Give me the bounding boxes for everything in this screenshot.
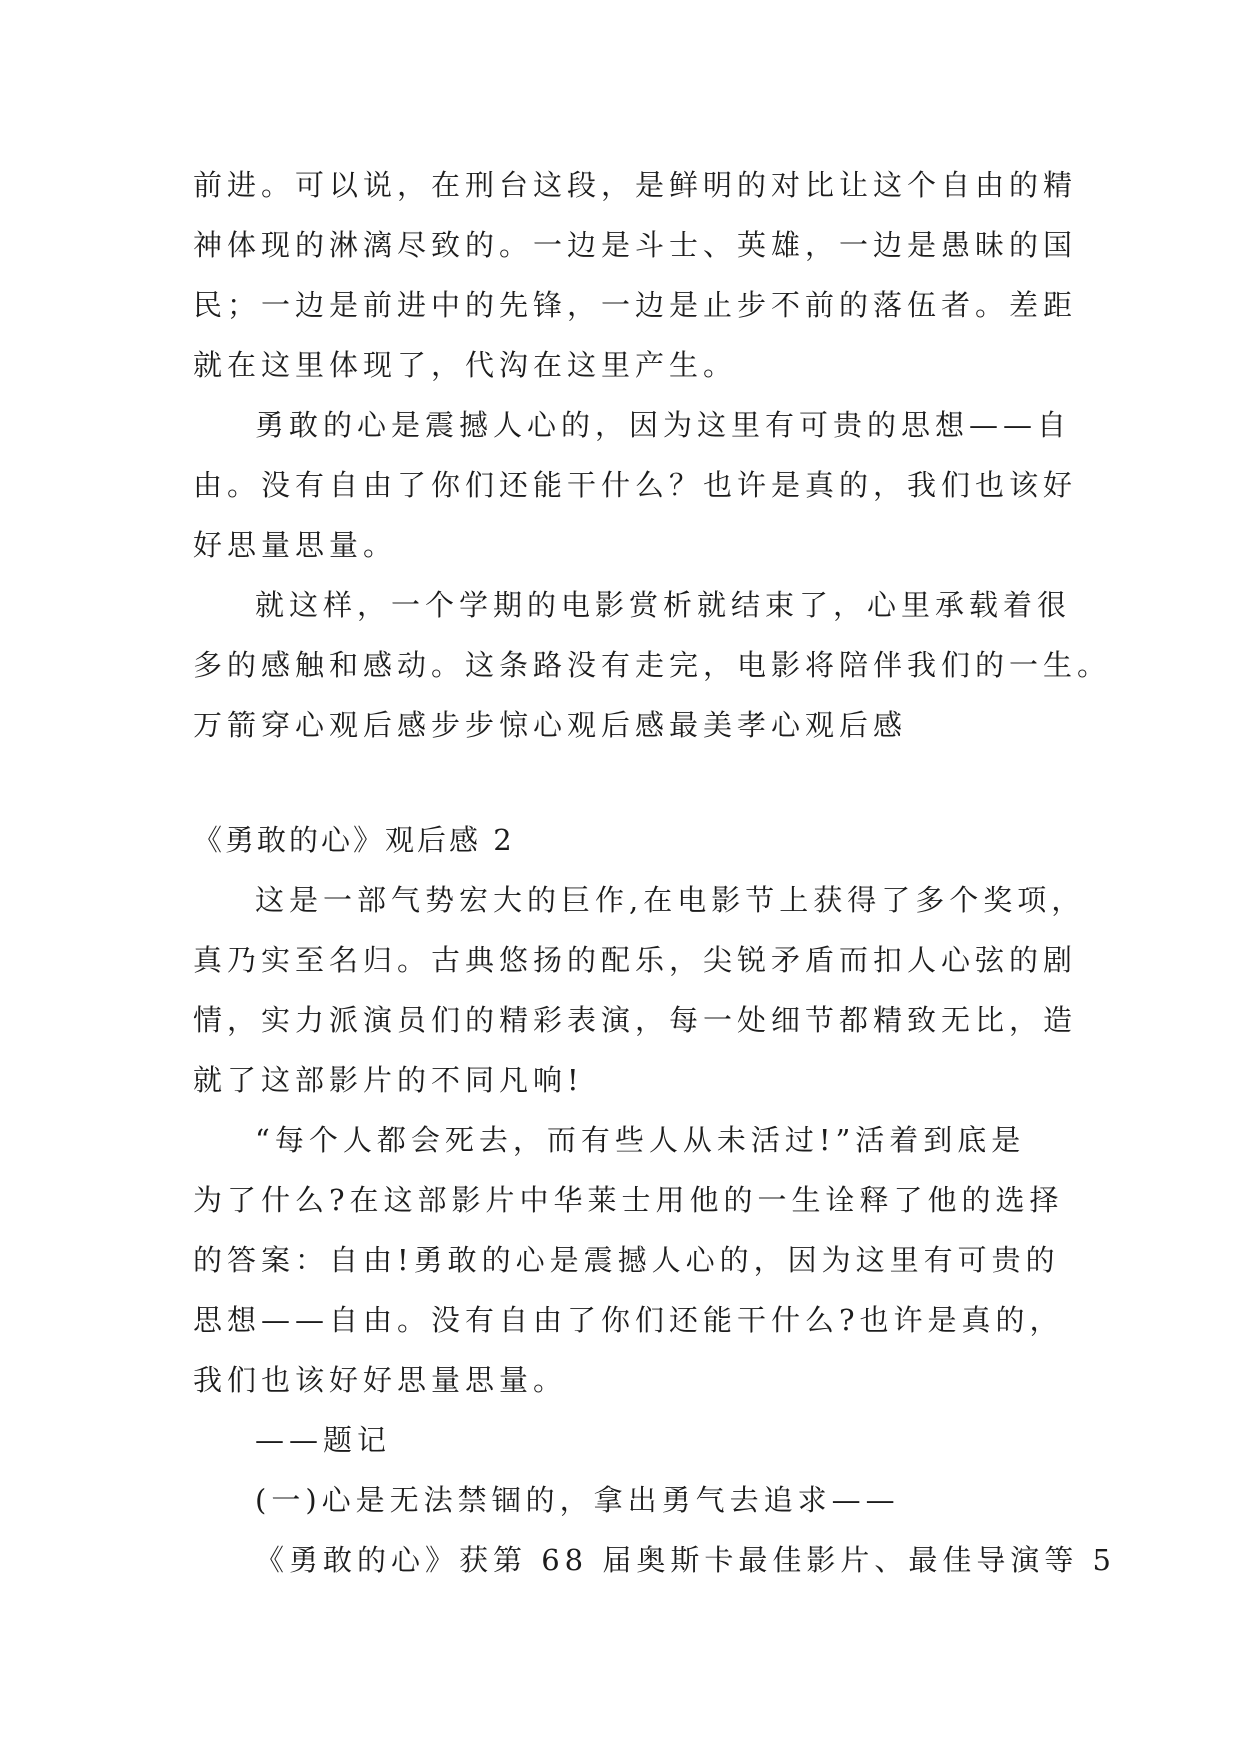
- paragraph-line: 为了什么?在这部影片中华莱士用他的一生诠释了他的选择: [193, 1183, 1064, 1217]
- document-body: [193, 155, 1117, 1590]
- paragraph-line: 神体现的淋漓尽致的。一边是斗士、英雄，一边是愚昧的国: [193, 228, 1078, 262]
- paragraph-line: 《勇敢的心》获第 68 届奥斯卡最佳影片、最佳导演等 5: [255, 1543, 1117, 1577]
- paragraph-line: 前进。可以说，在刑台这段，是鲜明的对比让这个自由的精: [193, 168, 1078, 202]
- paragraph-line: 的答案：自由!勇敢的心是震撼人心的，因为这里有可贵的: [193, 1243, 1060, 1277]
- paragraph-line: 思想——自由。没有自由了你们还能干什么?也许是真的，: [193, 1303, 1064, 1337]
- epigraph: ——题记: [255, 1423, 392, 1457]
- paragraph-line: “每个人都会死去，而有些人从未活过!”活着到底是: [255, 1123, 1026, 1157]
- paragraph-line: 这是一部气势宏大的巨作,在电影节上获得了多个奖项，: [255, 883, 1086, 917]
- paragraph-line: 就这样，一个学期的电影赏析就结束了，心里承载着很: [255, 588, 1072, 622]
- paragraph-line: 我们也该好好思量思量。: [193, 1363, 568, 1397]
- paragraph-line: 真乃实至名归。古典悠扬的配乐，尖锐矛盾而扣人心弦的剧: [193, 943, 1078, 977]
- paragraph-line: 好思量思量。: [193, 528, 398, 562]
- paragraph-line: 就在这里体现了，代沟在这里产生。: [193, 348, 738, 382]
- paragraph-line: 情，实力派演员们的精彩表演，每一处细节都精致无比，造: [193, 1003, 1078, 1037]
- paragraph-line: 就了这部影片的不同凡响!: [193, 1063, 584, 1097]
- paragraph-line: 由。没有自由了你们还能干什么？也许是真的，我们也该好: [193, 468, 1078, 502]
- paragraph-line: 多的感触和感动。这条路没有走完，电影将陪伴我们的一生。: [193, 648, 1112, 682]
- paragraph-line: 民；一边是前进中的先锋，一边是止步不前的落伍者。差距: [193, 288, 1078, 322]
- paragraph-line: 万箭穿心观后感步步惊心观后感最美孝心观后感: [193, 708, 908, 742]
- paragraph-line: 勇敢的心是震撼人心的，因为这里有可贵的思想——自: [255, 408, 1072, 442]
- subheading: (一)心是无法禁锢的，拿出勇气去追求——: [255, 1483, 900, 1517]
- section-title: 《勇敢的心》观后感 2: [193, 823, 515, 857]
